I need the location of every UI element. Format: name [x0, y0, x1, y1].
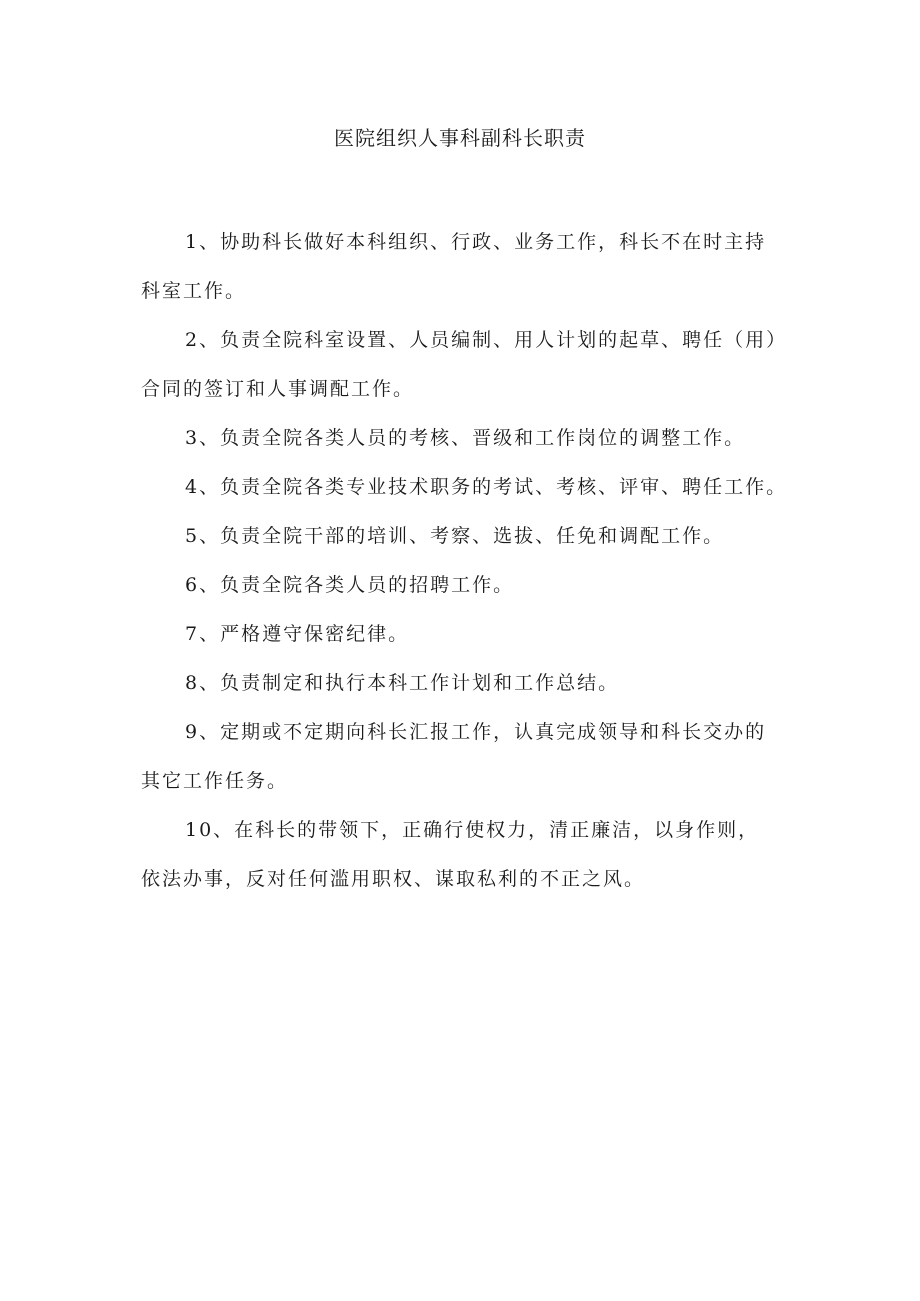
duty-item-6-line-1: 6、负责全院各类人员的招聘工作。: [185, 574, 515, 596]
duty-item-9: [141, 708, 791, 806]
duty-item-5: [141, 512, 791, 561]
duty-item-10-line-2: 依法办事，反对任何滥用职权、谋取私利的不正之风。: [141, 868, 646, 890]
duty-item-8: [141, 659, 791, 708]
duty-list: [141, 218, 791, 904]
duty-item-6: [141, 561, 791, 610]
duty-item-3-line-1: 3、负责全院各类人员的考核、晋级和工作岗位的调整工作。: [185, 427, 746, 449]
duty-item-9-line-2: 其它工作任务。: [141, 770, 289, 792]
duty-item-1: [141, 218, 791, 316]
duty-item-10-line-1: 10、在科长的带领下，正确行使权力，清正廉洁，以身作则，: [185, 819, 760, 841]
duty-item-1-line-1: 1、协助科长做好本科组织、行政、业务工作，科长不在时主持: [185, 231, 767, 253]
duty-item-2-line-2: 合同的签订和人事调配工作。: [141, 378, 415, 400]
duty-item-3: [141, 414, 791, 463]
duty-item-9-line-1: 9、定期或不定期向科长汇报工作，认真完成领导和科长交办的: [185, 721, 767, 743]
duty-item-2-line-1: 2、负责全院科室设置、人员编制、用人计划的起草、聘任（用）: [185, 329, 788, 351]
duty-item-10: [141, 806, 791, 904]
duty-item-7-line-1: 7、严格遵守保密纪律。: [185, 623, 410, 645]
document-title: 医院组织人事科副科长职责: [334, 126, 586, 150]
duty-item-2: [141, 316, 791, 414]
duty-item-7: [141, 610, 791, 659]
duty-item-5-line-1: 5、负责全院干部的培训、考察、选拔、任免和调配工作。: [185, 525, 725, 547]
duty-item-1-line-2: 科室工作。: [141, 280, 247, 302]
duty-item-8-line-1: 8、负责制定和执行本科工作计划和工作总结。: [185, 672, 620, 694]
duty-item-4-line-1: 4、负责全院各类专业技术职务的考试、考核、评审、聘任工作。: [185, 476, 788, 498]
duty-item-4: [141, 463, 791, 512]
